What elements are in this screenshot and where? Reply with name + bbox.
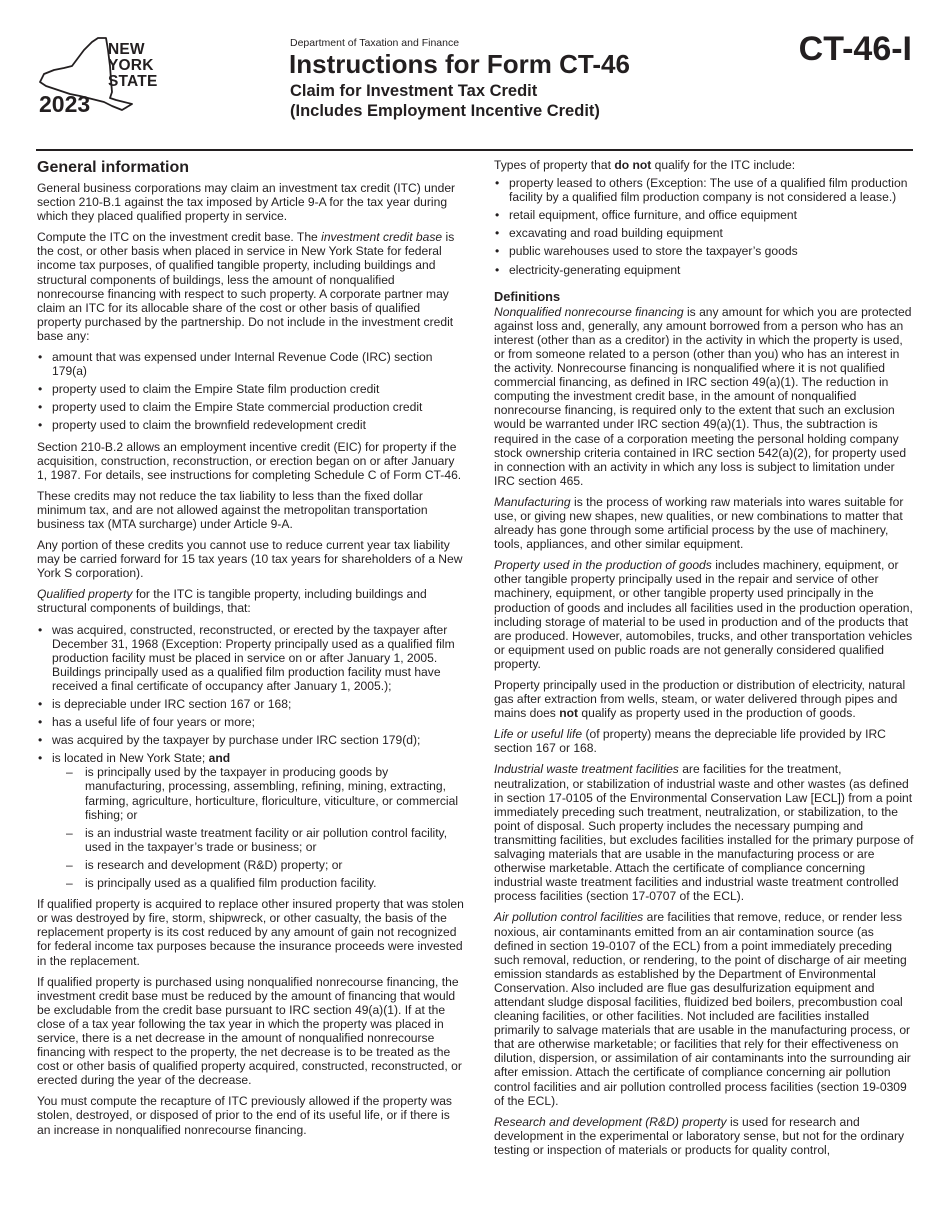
term: Manufacturing xyxy=(494,494,571,509)
list-item: • amount that was expensed under Internal Revenue Code (IRC) section 179(a) xyxy=(37,350,464,378)
paragraph-credit-base xyxy=(37,230,464,343)
term: Research and development (R&D) property xyxy=(494,1114,727,1129)
text-span: is any amount for which you are protected against loss and, generally, any amount borrowed from a person who has an interest (other than as a creditor) in the activity in which the property is used, or from someone related to a person (other than you) who has an interest in the activity. Nonrecourse financing is nonqualified where it is not qualified commercial financing, as defined in IRC section 49(a)(1). The reduction in computing the investment credit base, in the amount of nonqualified nonrecourse financing, is required only to the extent that such an exclusion would be warranted under IRC section 49(a)(1). Thus, the subtraction is required in the case of a corporation meeting the personal holding company stock ownership criteria contained in IRC section 542(a)(2), for property used in connection with an activity in which any loss is subject to limitation under IRC section 465. xyxy=(494,304,912,488)
list-item: • property used to claim the Empire State commercial production credit xyxy=(37,400,464,414)
bold-not: not xyxy=(559,706,579,721)
tax-year: 2023 xyxy=(39,91,91,117)
bold-do-not: do not xyxy=(614,158,652,172)
list-item: • property used to claim the Empire State film production credit xyxy=(37,382,464,396)
text-span: qualify as property used in the production of goods. xyxy=(578,706,856,721)
list-item: • was acquired, constructed, reconstructed, or erected by the taxpayer after December 31, 1968 (Exception: Property principally used as a qualified film production facility must be placed in service on or after January 1, 2005. Buildings principally used as a qualified film production facility must have received a final certificate of occupancy after January 1, 2005.); xyxy=(37,623,464,693)
list-item: • is depreciable under IRC section 167 or 168; xyxy=(37,697,464,711)
list-qualified-criteria xyxy=(37,623,464,891)
text-span: is used for research and development in the experimental or laboratory sense, but not for the ordinary testing or inspection of materials or products for quality control, xyxy=(494,1114,905,1157)
text-span: qualify for the ITC include: xyxy=(651,158,796,172)
list-item: • was acquired by the taxpayer by purchase under IRC section 179(d); xyxy=(37,733,464,747)
list-item-located xyxy=(37,751,464,890)
text-span: for the ITC is tangible property, including buildings and structural components of buildings, that: xyxy=(37,587,427,616)
paragraph-qualified-property xyxy=(37,587,464,615)
sub-list-item: – is an industrial waste treatment facility or air pollution control facility, used in the taxpayer’s trade or business; or xyxy=(52,826,464,854)
list-item: • excavating and road building equipment xyxy=(494,226,914,240)
list-item: • property leased to others (Exception: The use of a qualified film production facility by a qualified film production company is not considered a lease.) xyxy=(494,176,914,204)
paragraph-nonrecourse: If qualified property is purchased using nonqualified nonrecourse financing, the investment credit base must be reduced by the amount of financing that would be excludable from the credit base pursuant to IRC section 49(a)(1). If at the close of a tax year following the tax year in which the property was placed in service, there is a net decrease in the amount of nonqualified nonrecourse financing with respect to the property, the net decrease is to be treated as the cost or other basis of qualified property acquired, constructed, reconstructed, or erected during the year of the decrease. xyxy=(37,974,462,1088)
form-id: CT-46-I xyxy=(798,30,912,68)
subtitle-line-2: (Includes Employment Incentive Credit) xyxy=(290,102,600,120)
section-heading-definitions: Definitions xyxy=(494,288,561,304)
definition-nonrecourse xyxy=(494,305,914,488)
bold-and: and xyxy=(208,751,231,766)
paragraph-eic: Section 210-B.2 allows an employment incentive credit (EIC) for property if the acquisition, construction, reconstruction, or erection began on or after January 1, 1987. For details, see instructions for completing Schedule C of Form CT-46. xyxy=(37,439,462,482)
paragraph-recapture: You must compute the recapture of ITC previously allowed if the property was stolen, destroyed, or disposed of prior to the end of its useful life, or if there is an increase in nonqualified nonrecourse financing. xyxy=(37,1094,452,1137)
header-divider xyxy=(36,149,913,151)
paragraph-carryforward: Any portion of these credits you cannot use to reduce current year tax liability may be carried forward for 15 tax years (10 tax years for shareholders of a New York S corporation). xyxy=(37,538,463,581)
page-subtitle xyxy=(290,81,600,121)
left-column xyxy=(37,158,464,1144)
paragraph-utility-property xyxy=(494,678,914,720)
state-word-3: STATE xyxy=(108,73,158,90)
text-span: Property principally used in the production or distribution of electricity, natural gas after extraction from wells, steam, or water delivered through pipes and mains does xyxy=(494,678,906,721)
paragraph-limitation: These credits may not reduce the tax liability to less than the fixed dollar minimum tax, and are not allowed against the metropolitan transportation business tax (MTA surcharge) under Article 9-A. xyxy=(37,488,428,531)
paragraph-itc-intro: General business corporations may claim an investment tax credit (ITC) under section 210-B.1 against the tax imposed by Article 9-A for the tax year during which they placed qualified property in service. xyxy=(37,181,456,224)
term: Air pollution control facilities xyxy=(494,910,644,925)
text-span: is the process of working raw materials into wares suitable for use, or giving new shapes, new qualities, or new combinations to matter that already has gone through some artificial process by the use of machinery, tools, appliances, and other similar equipment. xyxy=(494,494,904,552)
list-item: • electricity-generating equipment xyxy=(494,263,914,277)
definition-waste-treatment xyxy=(494,762,914,903)
text-span: Types of property that xyxy=(494,158,615,172)
state-wordmark xyxy=(108,42,158,90)
list-usage-subitems xyxy=(52,765,464,890)
text-span: are facilities for the treatment, neutralization, or stabilization of industrial waste and other wastes (as defined in section 17-0105 of the Environmental Conservation Law [ECL]) from a point immediately preceding such treatment, neutralization, or stabilization, to the point of disposal. Such property includes the necessary pumping and transmitting facilities, but excludes facilities installed for the primary purpose of salvaging materials that are usable in the manufacturing process or are otherwise marketable. Attach the certificate of compliance concerning industrial waste treatment facilities and industrial waste treatment controlled process facilities (section 17-0707 of the ECL). xyxy=(494,762,914,904)
term: Industrial waste treatment facilities xyxy=(494,762,679,777)
state-word-1: NEW xyxy=(108,41,145,58)
sub-list-item: – is principally used by the taxpayer in producing goods by manufacturing, processing, assembling, refining, mining, extracting, farming, agriculture, horticulture, floriculture, viticulture, or commercial fishing; or xyxy=(52,765,464,821)
section-heading-general: General information xyxy=(37,159,190,176)
paragraph-nonqualifying-intro xyxy=(494,158,914,172)
sub-list-item: – is principally used as a qualified film production facility. xyxy=(52,876,464,890)
paragraph-replacement: If qualified property is acquired to replace other insured property that was stolen or was destroyed by fire, storm, shipwreck, or other casualty, the basis of the replacement property is its cost reduced by any amount of gain not recognized for federal income tax purposes because the insurance proceeds were invested in the replacement. xyxy=(37,897,464,968)
nys-logo xyxy=(36,36,166,118)
list-item: • property used to claim the brownfield redevelopment credit xyxy=(37,418,464,432)
list-nonqualifying xyxy=(494,176,914,277)
list-item: • public warehouses used to store the taxpayer’s goods xyxy=(494,244,914,258)
term: Nonqualified nonrecourse financing xyxy=(494,304,684,319)
list-item: • has a useful life of four years or more; xyxy=(37,715,464,729)
term-qualified-property: Qualified property xyxy=(37,587,133,602)
definition-manufacturing xyxy=(494,495,914,551)
state-word-2: YORK xyxy=(108,57,154,74)
text-span: includes machinery, equipment, or other tangible property principally used in the repair and service of other machinery, equipment, or other tangible property used principally in the production of goods and includes all facilities used in the production operation, including storage of material to be used in production and of the products that are produced. However, automobiles, trucks, and other transportation vehicles or equipment used on public roads are not generally considered qualified property. xyxy=(494,558,913,671)
text-span: are facilities that remove, reduce, or render less noxious, air contaminants emitted from an air contamination source (as defined in section 19-0107 of the ECL) from a point immediately preceding such removal, reduction, or rendering, to the point of discharge of air meeting emission standards as established by the Department of Environmental Conservation. Also included are flue gas desulfurization equipment and attendant sludge disposal facilities, fluidized bed boilers, precombustion coal cleaning facilities, or other facilities. Not included are facilities installed primarily to salvage materials that are usable in the manufacturing process, or that are otherwise marketable; or facilities that rely for their effectiveness on dilution, dispersion, or assimilation of air contaminants into the surrounding air after emission. Attach the certificate of compliance concerning air pollution control facilities and air pollution controlled process facilities (section 19-0309 of the ECL). xyxy=(494,910,911,1108)
list-item: • retail equipment, office furniture, and office equipment xyxy=(494,208,914,222)
sub-list-item: – is research and development (R&D) property; or xyxy=(52,858,464,872)
page-title: Instructions for Form CT-46 xyxy=(289,49,630,79)
definition-production-property xyxy=(494,558,914,671)
subtitle-line-1: Claim for Investment Tax Credit xyxy=(290,82,538,100)
term-investment-credit-base: investment credit base xyxy=(321,230,443,245)
definition-rd-property xyxy=(494,1115,914,1157)
text-span: (of property) means the depreciable life provided by IRC section 167 or 168. xyxy=(494,727,886,756)
list-base-exclusions xyxy=(37,350,464,432)
text-span: is located in New York State; xyxy=(52,751,209,766)
text-span: Compute the ITC on the investment credit base. The xyxy=(37,230,322,245)
right-column xyxy=(494,158,914,1164)
term: Property used in the production of goods xyxy=(494,558,712,573)
definition-air-pollution xyxy=(494,910,914,1107)
department-name: Department of Taxation and Finance xyxy=(290,37,460,49)
term: Life or useful life xyxy=(494,727,583,742)
definition-useful-life xyxy=(494,727,914,755)
text-span: is the cost, or other basis when placed in service in New York State for federal income tax purposes, of qualified tangible property, including buildings and structural components of buildings, less the amount of nonqualified nonrecourse financing with respect to such property. A corporate partner may claim an ITC for its allocable share of the cost or other basis of qualified property purchased by the partnership. Do not include in the investment credit base any: xyxy=(37,230,455,343)
